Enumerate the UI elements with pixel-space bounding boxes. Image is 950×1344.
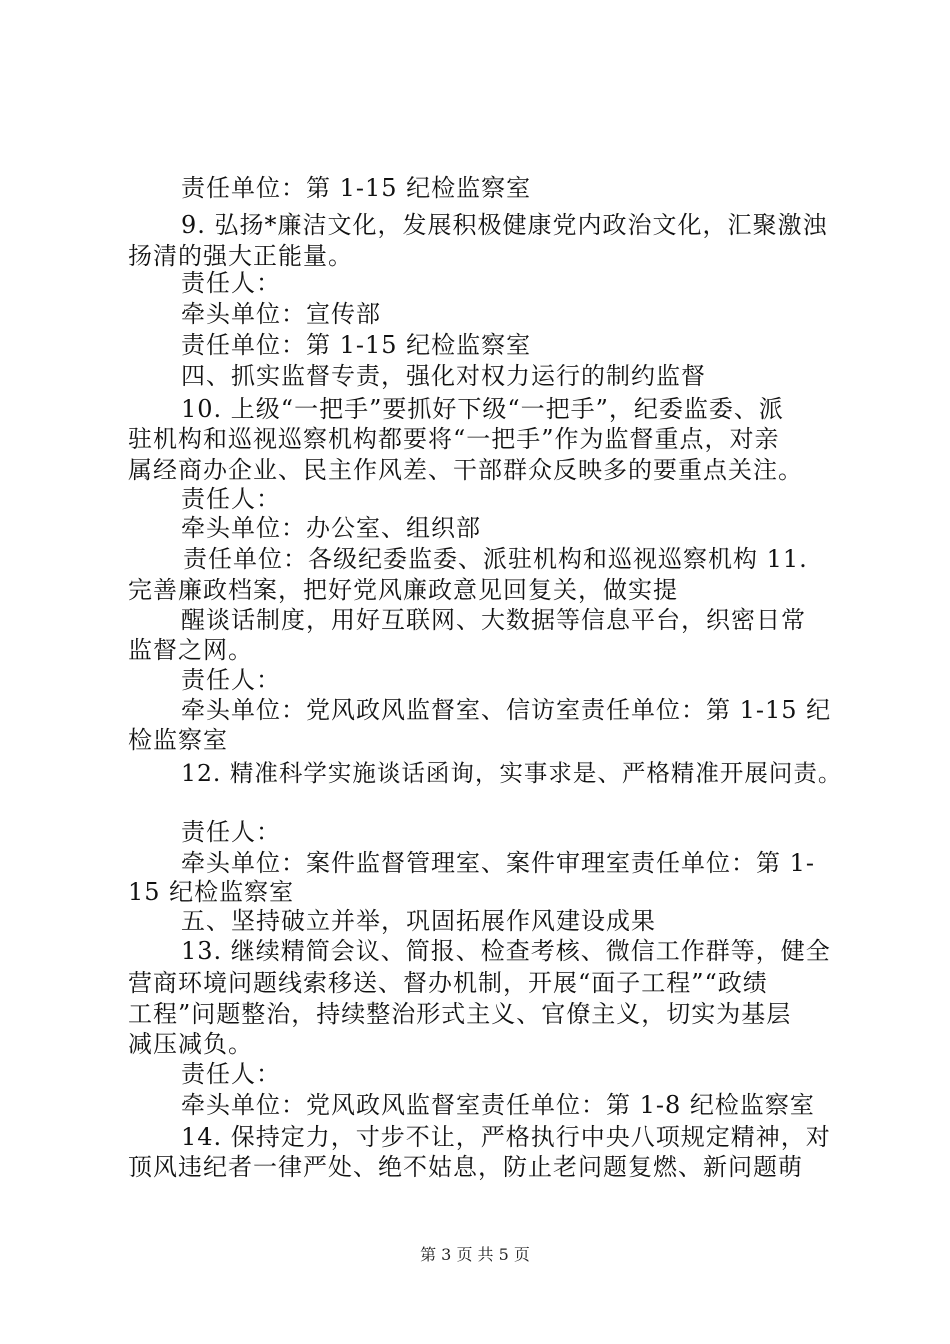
text-line-25: 13. 继续精简会议、简报、检查考核、微信工作群等，健全 — [181, 937, 831, 965]
text-line-20: 12. 精准科学实施谈话函询，实事求是、严格精准开展问责。 — [181, 759, 843, 787]
text-line-16: 监督之网。 — [128, 636, 253, 664]
text-line-32: 顶风违纪者一律严处、绝不姑息，防止老问题复燃、新问题萌 — [128, 1153, 803, 1181]
text-line-13: 责任单位：各级纪委监委、派驻机构和巡视巡察机构 11. — [183, 545, 808, 573]
text-line-15: 醒谈话制度，用好互联网、大数据等信息平台，织密日常 — [181, 606, 806, 634]
text-line-29: 责任人： — [181, 1060, 281, 1088]
page-footer: 第 3 页 共 5 页 — [420, 1245, 530, 1264]
text-line-31: 14. 保持定力，寸步不让，严格执行中央八项规定精神，对 — [181, 1123, 831, 1151]
text-line-26: 营商环境问题线索移送、督办机制，开展“面子工程”“政绩 — [128, 969, 768, 997]
text-line-10: 属经商办企业、民主作风差、干部群众反映多的要重点关注。 — [128, 456, 803, 484]
text-line-1: 责任单位：第 1-15 纪检监察室 — [181, 174, 532, 202]
text-line-3: 扬清的强大正能量。 — [128, 242, 353, 270]
text-line-23: 15 纪检监察室 — [128, 878, 295, 906]
text-line-12: 牵头单位：办公室、组织部 — [181, 514, 481, 542]
text-line-11: 责任人： — [181, 485, 281, 513]
text-line-4: 责任人： — [181, 269, 281, 297]
text-line-2: 9. 弘扬*廉洁文化，发展积极健康党内政治文化，汇聚激浊 — [181, 211, 828, 239]
text-line-28: 减压减负。 — [128, 1030, 253, 1058]
text-line-27: 工程”问题整治，持续整治形式主义、官僚主义，切实为基层 — [128, 1000, 792, 1028]
text-line-5: 牵头单位：宣传部 — [181, 300, 381, 328]
text-line-6: 责任单位：第 1-15 纪检监察室 — [181, 331, 532, 359]
text-line-21: 责任人： — [181, 818, 281, 846]
text-line-24: 五、坚持破立并举，巩固拓展作风建设成果 — [181, 907, 656, 935]
text-line-9: 驻机构和巡视巡察机构都要将“一把手”作为监督重点，对亲 — [128, 425, 780, 453]
text-line-17: 责任人： — [181, 666, 281, 694]
text-line-8: 10. 上级“一把手”要抓好下级“一把手”，纪委监委、派 — [181, 395, 784, 423]
text-line-30: 牵头单位：党风政风监督室责任单位：第 1-8 纪检监察室 — [181, 1091, 815, 1119]
text-line-18: 牵头单位：党风政风监督室、信访室责任单位：第 1-15 纪 — [181, 696, 832, 724]
text-line-14: 完善廉政档案，把好党风廉政意见回复关，做实提 — [128, 576, 678, 604]
text-line-22: 牵头单位：案件监督管理室、案件审理室责任单位：第 1- — [181, 849, 816, 877]
text-line-7: 四、抓实监督专责，强化对权力运行的制约监督 — [181, 362, 706, 390]
text-line-19: 检监察室 — [128, 726, 228, 754]
